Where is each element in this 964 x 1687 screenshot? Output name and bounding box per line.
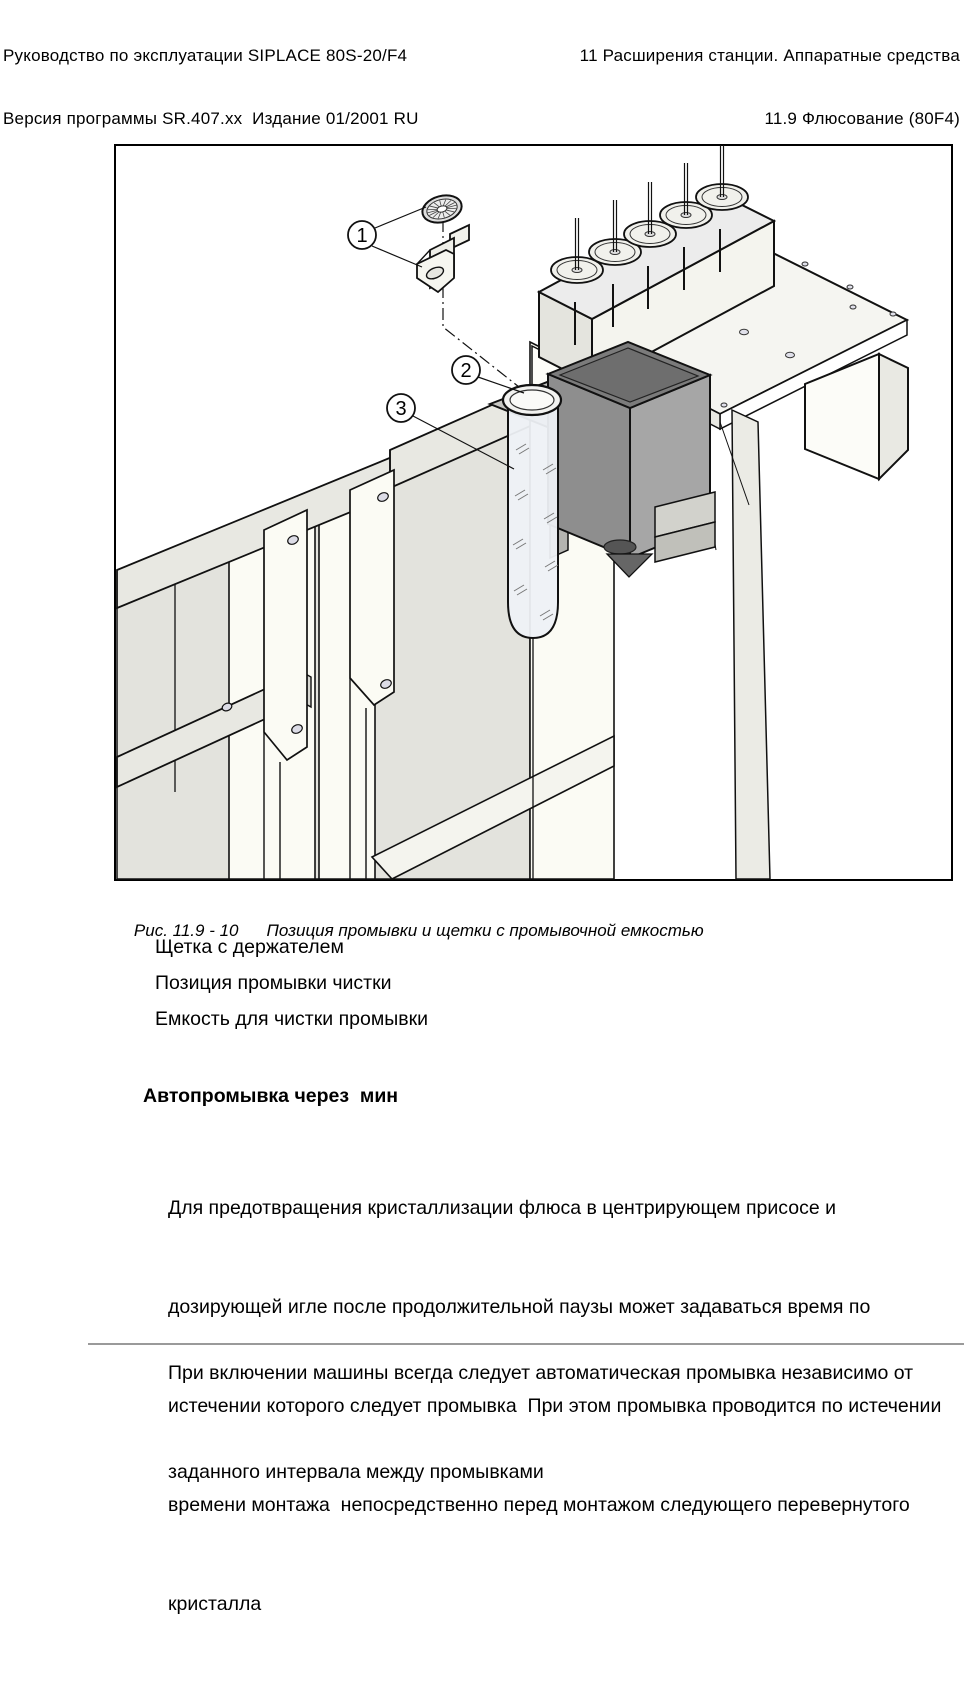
paragraph-1-line: дозирующей игле после продолжительной паузы может задаваться время по [168, 1296, 871, 1318]
header-left-line1: Руководство по эксплуатации SIPLACE 80S-20/F4 [3, 46, 408, 65]
footer-rule [88, 1343, 964, 1345]
callout-3-number: 3 [395, 398, 407, 420]
brush-icon [419, 191, 464, 226]
legend-item-brush: Щетка с держателем [155, 936, 344, 958]
paragraph-1-line: времени монтажа непосредственно перед монтажом следующего перевернутого [168, 1494, 910, 1516]
paragraph-2-line: При включении машины всегда следует автоматическая промывка независимо от [168, 1362, 914, 1384]
figure-caption-text: Позиция промывки и щетки с промывочной емкостью [266, 921, 704, 940]
header-left-line2: Версия программы SR.407.xx Издание 01/2001 RU [3, 109, 419, 128]
figure-caption-label: Рис. 11.9 - 10 [133, 921, 239, 940]
callout-2-number: 2 [460, 360, 472, 382]
machine-wall-panels [117, 385, 537, 879]
brush-holder-bracket [417, 225, 469, 292]
paragraph-1-line: Для предотвращения кристаллизации флюса в центрирующем присосе и [168, 1197, 836, 1219]
callout-1 [348, 207, 426, 267]
figure-frame [114, 144, 953, 881]
callout-1-number: 1 [356, 225, 368, 247]
paragraph-2-line: заданного интервала между промывками [168, 1461, 544, 1483]
header-right-line2: 11.9 Флюсование (80F4) [764, 109, 960, 128]
legend-item-container: Емкость для чистки промывки [155, 1008, 429, 1030]
paragraph-1-line: кристалла [168, 1593, 262, 1615]
legend-item-wash-position: Позиция промывки чистки [155, 972, 392, 994]
header-right-line1: 11 Расширения станции. Аппаратные средства [579, 46, 960, 65]
paragraph-1-line: истечении которого следует промывка При этом промывка проводится по истечении [168, 1395, 942, 1417]
paragraph-2 [168, 1291, 913, 1555]
technical-drawing [116, 146, 951, 879]
figure-legend [155, 936, 428, 1044]
section-heading: Автопромывка через мин [143, 1085, 399, 1107]
